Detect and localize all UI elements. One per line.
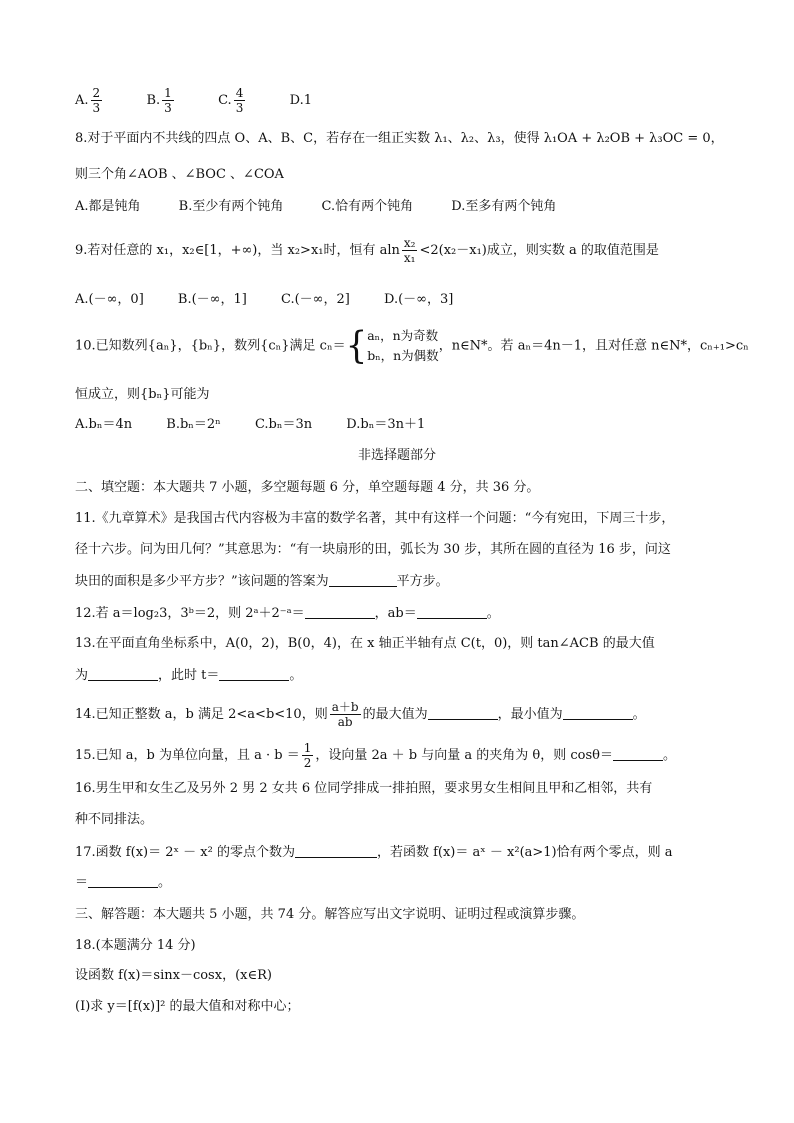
q10-stem-2: 恒成立，则{bₙ}可能为	[75, 387, 210, 402]
q8-stem-2: 则三个角∠AOB 、∠BOC 、∠COA	[75, 167, 284, 182]
q18-line-1: 设函数 f(x)＝sinx－cosx，(x∈R)	[75, 968, 272, 983]
answer-blank[interactable]	[613, 746, 663, 761]
q17-line-1: 17.函数 f(x)＝ 2ˣ － x² 的零点个数为 ，若函数 f(x)＝ aˣ － x²(a>1)恰有两个零点，则 a	[75, 845, 673, 860]
q15: 15.已知 a，b 为单位向量，且 a · b ＝ $\frac{1}{2}$ ，设向量 2a ＋ b 与向量 a 的夹角为 θ，则 cosθ＝ 。	[75, 741, 676, 770]
answer-blank[interactable]	[563, 705, 633, 720]
q18-line-2: (I)求 y＝[f(x)]² 的最大值和对称中心；	[75, 999, 300, 1014]
q8-options	[75, 198, 556, 216]
q7-option-c: C. $\frac{4}{3}$	[218, 86, 244, 115]
q10-option-b: B.bₙ＝2ⁿ	[166, 417, 221, 432]
q11-line-1: 11.《九章算术》是我国古代内容极为丰富的数学名著，其中有这样一个问题：“今有宛田，下周三十步，	[75, 511, 675, 526]
q17-line-2: ＝ 。	[75, 875, 172, 890]
answer-blank[interactable]	[329, 572, 397, 587]
q8-stem: 8.对于平面内不共线的四点 O、A、B、C，若存在一组正实数 λ₁、λ₂、λ₃，使得 λ₁OA + λ₂OB + λ₃OC = 0，	[75, 131, 724, 146]
q9-option-d: D.(－∞，3]	[384, 292, 454, 307]
left-brace: {	[345, 324, 368, 368]
q7-option-a: A. $\frac{2}{3}$	[75, 86, 101, 115]
q8-option-c: C.恰有两个钝角	[321, 199, 414, 214]
q10-option-a: A.bₙ＝4n	[75, 417, 133, 432]
q9-option-c: C.(－∞，2]	[280, 292, 350, 307]
q9-option-a: A.(－∞，0]	[75, 292, 144, 307]
q7-option-d: D.1	[289, 93, 312, 108]
answer-blank[interactable]	[417, 604, 487, 619]
answer-blank[interactable]	[295, 843, 377, 858]
q8-option-a: A.都是钝角	[75, 199, 141, 214]
q8-option-b: B.至少有两个钝角	[178, 199, 284, 214]
q18-title: 18.(本题满分 14 分)	[75, 938, 196, 953]
q11-line-2: 径十六步。问为田几何？”其意思为：“有一块扇形的田，弧长为 30 步，其所在圆的直径为 16 步，问这	[75, 542, 671, 557]
q9-stem: 9.若对任意的 x₁，x₂∈[1，+∞)，当 x₂>x₁时，恒有 aln $\frac{\text{x₂}}{\text{x₁}}$ <2(x₂－x₁)成立，则实数 a 的取值范围是	[75, 236, 659, 265]
section-2-heading: 二、填空题：本大题共 7 小题，多空题每题 6 分，单空题每题 4 分，共 36 分。	[75, 480, 540, 495]
q12: 12.若 a＝log₂3，3ᵇ＝2，则 2ᵃ＋2⁻ᵃ＝ ，ab＝ 。	[75, 606, 500, 621]
answer-blank[interactable]	[305, 604, 375, 619]
q10-stem: 10.已知数列{aₙ}，{bₙ}，数列{cₙ}满足 cₙ＝{ aₙ，n为奇数 bₙ，n为偶数 ，n∈N*。若 aₙ＝4n－1，且对任意 n∈N*，cₙ₊₁>cₙ	[75, 324, 749, 368]
q13-line-2: 为 ，此时 t＝ 。	[75, 668, 303, 683]
q16-line-2: 种不同排法。	[75, 812, 154, 827]
q14: 14.已知正整数 a，b 满足 2<a<b<10，则 $\frac{a+b}{ab}$ 的最大值为 ，最小值为 。	[75, 700, 646, 729]
q10-option-c: C.bₙ＝3n	[254, 417, 313, 432]
section-heading-nonchoice: 非选择题部分	[357, 448, 436, 463]
answer-blank[interactable]	[88, 873, 158, 888]
q10-option-d: D.bₙ＝3n＋1	[346, 417, 426, 432]
q9-option-b: B.(－∞，1]	[177, 292, 247, 307]
answer-blank[interactable]	[88, 666, 158, 681]
q7-options	[75, 86, 312, 115]
answer-blank[interactable]	[219, 666, 289, 681]
q11-line-3: 块田的面积是多少平方步？”该问题的答案为 平方步。	[75, 574, 449, 589]
q10-options	[75, 416, 425, 434]
q13-line-1: 13.在平面直角坐标系中，A(0，2)，B(0，4)，在 x 轴正半轴有点 C(t，0)，则 tan∠ACB 的最大值	[75, 636, 655, 651]
q16-line-1: 16.男生甲和女生乙及另外 2 男 2 女共 6 位同学排成一排拍照，要求男女生相间且甲和乙相邻，共有	[75, 781, 653, 796]
answer-blank[interactable]	[428, 705, 498, 720]
q7-option-b: B. $\frac{1}{3}$	[146, 86, 172, 115]
q9-options	[75, 291, 453, 309]
q8-option-d: D.至多有两个钝角	[451, 199, 557, 214]
section-3-heading: 三、解答题：本大题共 5 小题，共 74 分。解答应写出文字说明、证明过程或演算步骤。	[75, 907, 585, 922]
